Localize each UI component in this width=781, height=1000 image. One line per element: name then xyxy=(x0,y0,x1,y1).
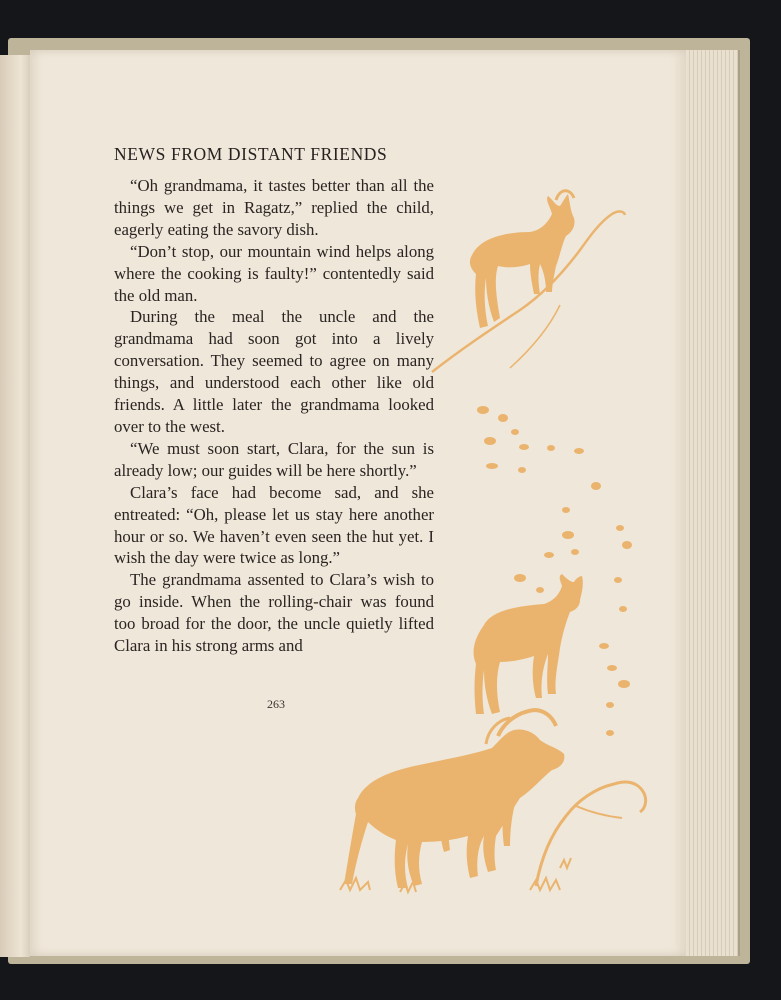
page-block-edges xyxy=(686,50,740,956)
paragraph: “Oh grandmama, it tastes better than all the things we get in Ragatz,” replied the child, eagerly eating the savory dish. xyxy=(114,176,434,239)
facing-page-edge xyxy=(0,55,31,957)
paragraph: “We must soon start, Clara, for the sun is already low; our guides will be here shortly.” xyxy=(114,438,434,480)
paragraph: The grandmama assented to Clara’s wish to go inside. When the rolling-chair was found too broad for the door, the uncle quietly lifted Clara in his strong arms and xyxy=(114,570,434,656)
paragraph: Clara’s face had become sad, and she entreated: “Oh, please let us stay here another hour or so. We haven’t even seen the hut yet. I wish the day were twice as long.” xyxy=(114,482,434,568)
page-number: 263 xyxy=(267,697,285,711)
running-head: NEWS FROM DISTANT FRIENDS xyxy=(114,144,388,164)
paragraph: “Don’t stop, our mountain wind helps along where the cooking is faulty!” contentedly said the old man. xyxy=(114,241,434,305)
paragraph: During the meal the uncle and the grandmama had soon got into a lively conversation. They seemed to agree on many things, and understood each other like old friends. A little later the grandmama looked over to the west. xyxy=(114,307,434,436)
body-text xyxy=(114,175,434,657)
